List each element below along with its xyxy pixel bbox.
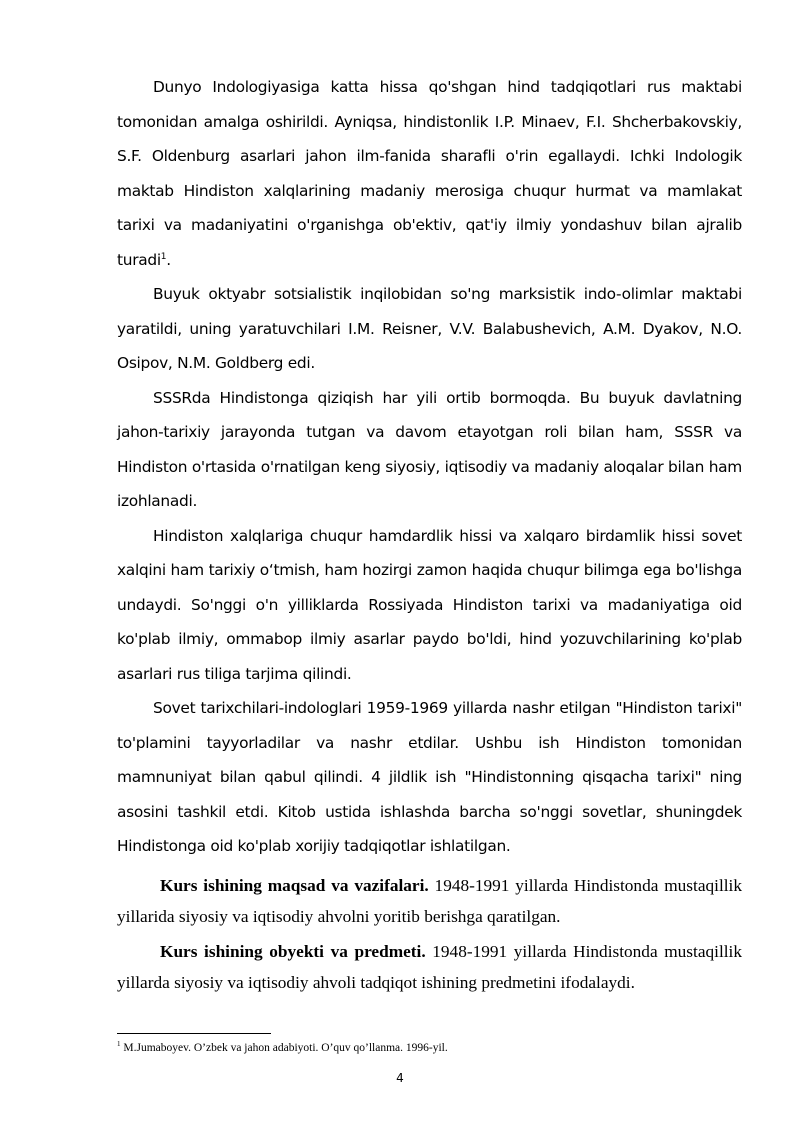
section-goals-heading: Kurs ishining maqsad va vazifalari. (160, 875, 429, 895)
section-object-heading: Kurs ishining obyekti va predmeti. (160, 941, 426, 961)
footnote (117, 1040, 742, 1056)
paragraph-4: Hindiston xalqlariga chuqur hamdardlik hissi va xalqaro birdamlik hissi sovet xalqini ham tarixiy o‘tmish, ham hozirgi zamon haqida chuqur bilimga ega bo'lishga undaydi. So'nggi o'n yilliklarda Rossiyada Hindiston tarixi va madaniyatiga oid ko'plab ilmiy, ommabop ilmiy asarlar paydo bo'ldi, hind yozuvchilarining ko'plab asarlari rus tiliga tarjima qilindi. (117, 526, 742, 683)
paragraph-2: Buyuk oktyabr sotsialistik inqilobidan so'ng marksistik indo-olimlar maktabi yaratildi, uning yaratuvchilari I.M. Reisner, V.V. Balabushevich, A.M. Dyakov, N.O. Osipov, N.M. Goldberg edi. (117, 285, 742, 372)
paragraph-1-tail: . (166, 250, 171, 269)
section-object-text: 1948-1991 yillarda Hindistonda mustaqillik yillarda siyosiy va iqtisodiy ahvoli tadqiqot ishining predmetini ifodalaydi. (117, 941, 742, 992)
footnote-text: M.Jumaboyev. O’zbek va jahon adabiyoti. O’quv qo’llanma. 1996-yil. (120, 1042, 448, 1054)
paragraph-5: Sovet tarixchilari-indologlari 1959-1969 yillarda nashr etilgan "Hindiston tarixi" to'plamini tayyorladilar va nashr etdilar. Ushbu ish Hindiston tomonidan mamnuniyat bilan qabul qilindi. 4 jildlik ish "Hindistonning qisqacha tarixi" ning asosini tashkil etdi. Kitob ustida ishlashda barcha so'nggi sovetlar, shuningdek Hindistonga oid ko'plab xorijiy tadqiqotlar ishlatilgan. (117, 699, 742, 855)
footnote-separator (117, 1033, 271, 1034)
section-goals-text: 1948-1991 yillarda Hindistonda mustaqillik yillarida siyosiy va iqtisodiy ahvolni yoritib berishga qaratilgan. (117, 875, 742, 926)
section-goals (117, 870, 742, 932)
section-object (117, 936, 742, 998)
page-number: 4 (396, 1071, 404, 1085)
paragraph-3: SSSRda Hindistonga qiziqish har yili ortib bormoqda. Bu buyuk davlatning jahon-tarixiy jarayonda tutgan va davom etayotgan roli bilan ham, SSSR va Hindiston o'rtasida o'rnatilgan keng siyosiy, iqtisodiy va madaniy aloqalar bilan ham izohlanadi. (117, 388, 742, 510)
paragraph-1 (117, 70, 742, 277)
page-body (117, 70, 742, 998)
footnote-reference[interactable]: 1 (160, 251, 167, 262)
paragraph-1-text: Dunyo Indologiyasiga katta hissa qo'shgan hind tadqiqotlari rus maktabi tomonidan amalga oshirildi. Ayniqsa, hindistonlik I.P. Minaev, F.I. Shcherbakovskiy, S.F. Oldenburg asarlari jahon ilm-fanida sharafli o'rin egallaydi. Ichki Indologik maktab Hindiston xalqlarining madaniy merosiga chuqur hurmat va mamlakat tarixi va madaniyatini o'rganishga ob'ektiv, qat'iy ilmiy yondashuv bilan ajralib turadi (117, 78, 742, 269)
footnote-marker: 1 (117, 1040, 121, 1049)
